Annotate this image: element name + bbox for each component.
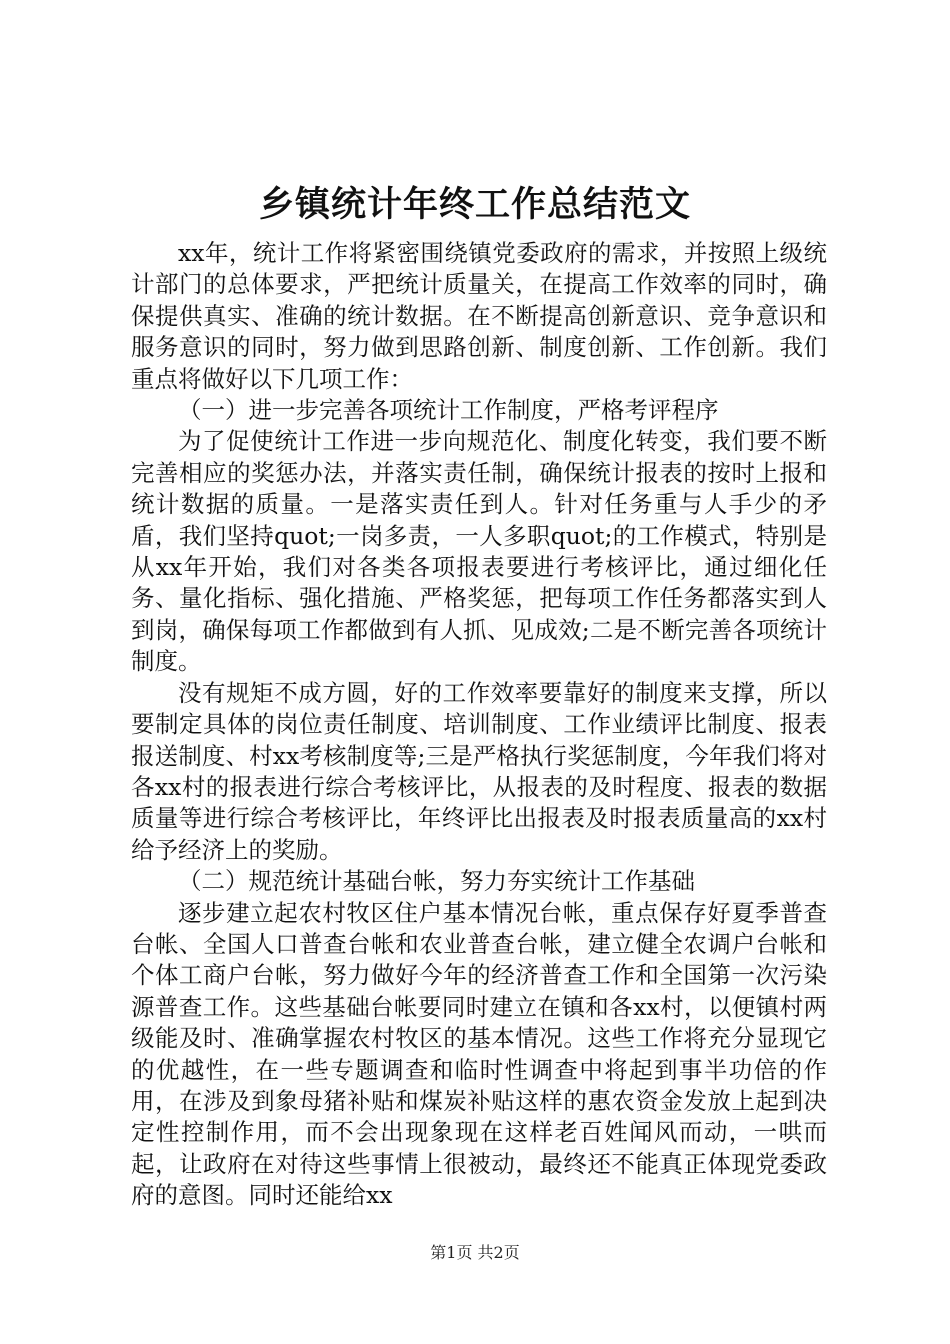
section-heading-2: （二）规范统计基础台帐，努力夯实统计工作基础 bbox=[178, 867, 695, 896]
paragraph-section-1: 为了促使统计工作进一步向规范化、制度化转变，我们要不断完善相应的奖惩办法，并落实责任制，确保统计报表的按时上报和统计数据的质量。一是落实责任到人。针对任务重与人手少的矛盾，我们坚持quot;一岗多责，一人多职quot;的工作模式，特别是从xx年开始，我们对各类各项报表要进行考核评比，通过细化任务、量化指标、强化措施、严格奖惩，把每项工作任务都落实到人到岗，确保每项工作都做到有人抓、见成效;二是不断完善各项统计制度。 bbox=[131, 427, 827, 676]
paragraph-section-2: 逐步建立起农村牧区住户基本情况台帐，重点保存好夏季普查台帐、全国人口普查台帐和农业普查台帐，建立健全农调户台帐和个体工商户台帐，努力做好今年的经济普查工作和全国第一次污染源普查工作。这些基础台帐要同时建立在镇和各xx村，以便镇村两级能及时、准确掌握农村牧区的基本情况。这些工作将充分显现它的优越性，在一些专题调查和临时性调查中将起到事半功倍的作用，在涉及到象母猪补贴和煤炭补贴这样的惠农资金发放上起到决定性控制作用，而不会出现象现在这样老百姓闻风而动，一哄而起，让政府在对待这些事情上很被动，最终还不能真正体现党委政府的意图。同时还能给xx bbox=[131, 898, 827, 1210]
paragraph-intro: xx年，统计工作将紧密围绕镇党委政府的需求，并按照上级统计部门的总体要求，严把统计质量关，在提高工作效率的同时，确保提供真实、准确的统计数据。在不断提高创新意识、竞争意识和服务意识的同时，努力做到思路创新、制度创新、工作创新。我们重点将做好以下几项工作： bbox=[131, 239, 827, 393]
document-title: 乡镇统计年终工作总结范文 bbox=[258, 184, 691, 225]
document-body bbox=[131, 238, 827, 1212]
section-heading-1: （一）进一步完善各项统计工作制度，严格考评程序 bbox=[178, 396, 719, 425]
paragraph-section-1-cont: 没有规矩不成方圆，好的工作效率要靠好的制度来支撑，所以要制定具体的岗位责任制度、培训制度、工作业绩评比制度、报表报送制度、村xx考核制度等;三是严格执行奖惩制度，今年我们将对各xx村的报表进行综合考核评比，从报表的及时程度、报表的数据质量等进行综合考核评比，年终评比出报表及时报表质量高的xx村给予经济上的奖励。 bbox=[131, 678, 827, 864]
page-footer: 第1页 共2页 bbox=[430, 1243, 520, 1262]
